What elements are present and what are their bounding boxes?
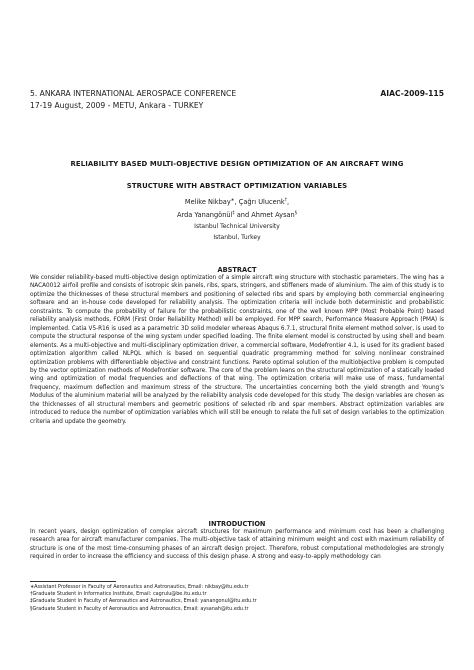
author-name: Ahmet Aysan: [251, 211, 295, 220]
title-line-2: STRUCTURE WITH ABSTRACT OPTIMIZATION VARIABLES: [126, 182, 348, 190]
conference-name: 5. ANKARA INTERNATIONAL AEROSPACE CONFERENCE: [30, 89, 237, 98]
footnote: †Graduate Student in Informatics Institute, Email: cagrulu@be.itu.edu.tr: [30, 591, 207, 598]
author-conjunction: and: [234, 211, 252, 220]
footnote-mark: †: [284, 198, 287, 203]
conference-date-place: 17-19 August, 2009 - METU, Ankara - TURKEY: [30, 101, 204, 110]
author-separator: ,: [234, 198, 239, 207]
footnote-mark: ∗: [230, 198, 235, 203]
author-name: Çağrı Ulucenk: [238, 198, 285, 207]
author-name: Arda Yanangönül: [177, 211, 233, 220]
paper-code: AIAC-2009-115: [380, 89, 444, 98]
conference-line: [30, 88, 444, 100]
city: Istanbul, Turkey: [213, 234, 261, 242]
title-line-1: RELIABILITY BASED MULTI-OBJECTIVE DESIGN OPTIMIZATION OF AN AIRCRAFT WING: [70, 160, 404, 168]
introduction-text: In recent years, design optimization of complex aircraft structures for maximum performance and minimum cost has been a challenging research area for aircraft manufacturer companies. The multi-objective task of attaining minimum weight and cost with maximum reliability of structure is one of the most time-consuming phases of an aircraft design project. Therefore, robust computational methodologies are strongly required in order to increase the efficiency and success of this design phase. A strong and easy-to-apply methodology can: [30, 529, 444, 561]
author-name: Melike Nikbay: [184, 198, 231, 207]
footnote-mark: §: [294, 211, 297, 217]
abstract-heading: ABSTRACT: [217, 266, 257, 274]
footnote: ‡Graduate Student in Faculty of Aeronautics and Astronautics, Email: yanangonul@itu.edu.tr: [30, 598, 257, 605]
abstract-text: We consider reliability-based multi-objective design optimization of a simple aircraft wing structure with stochastic parameters. The wing has a NACA0012 airfoil profile and consists of isotropic skin panels, ribs, spars, stringers, and stiffeners made of aluminium. The aim of this study is to optimize the thicknesses of these structural members and positioning of selected ribs and spars by employing both commercial engineering software and an in-house code developed for reliability analysis. The optimization criteria will include both deterministic and probabilistic constraints. To compute the probability of failure for the probabilistic constraints, one of the well known MPP (Most Probable Point) based reliability analysis methods, FORM (First Order Reliability Method) will be employed. For MPP search, Performance Measure Approach (PMA) is implemented. Catia V5-R16 is used as a parametric 3D solid modeler whereas Abaqus 6.7.1, structural finite element method solver, is used to compute the structural response of the wing system under specified loading. The finite element model is constructed by using shell and beam elements. As a multi-objective and multi-disciplinary optimization driver, a commercial software, Modefrontier 4.1, is used for its gradient based optimization algorithm called NLPQL which is based on sequential quadratic programming method for solving nonlinear constrained optimization problems with differentiable objective and constraint functions. Pareto optimal solution of the multiobjective problem is computed by the vector optimization methods of Modefrontier software. The core of the problem leans on the structural optimization of a statically loaded wing and optimization of modal frequencies and deflections of that wing. The optimization criteria will make use of mass, fundamental frequency, maximum deflection and maximum stress of the structure. The uncertainties concerning both the yield strength and Young’s Modulus of the aluminium material will be analyzed by the reliability analysis code developed for this study. The design variables are chosen as the thicknesses of all structural members and geometric positions of selected rib and spar members. Abstract optimization variables are introduced to reduce the number of optimization variables which will still be enough to relate the full set of design variables to the optimization criteria and update the geometry.: [30, 275, 444, 425]
author-block: [30, 195, 444, 243]
conference-header: [30, 88, 444, 112]
institution: Istanbul Technical University: [194, 223, 280, 231]
footnote-rule: [30, 581, 116, 582]
footnote: ∗Assistant Professor in Faculty of Aeronautics and Astronautics, Email: nikbay@itu.edu.tr: [30, 584, 249, 590]
footnotes: [30, 584, 444, 613]
author-line-1: Melike Nikbay∗, Çağrı Ulucenk†,: [184, 198, 290, 207]
footnote: §Graduate Student in Faculty of Aeronautics and Astronautics, Email: aysanah@itu.edu.tr: [30, 605, 249, 612]
paper-title: [30, 153, 444, 197]
author-line-2: [30, 208, 444, 221]
introduction-heading: INTRODUCTION: [208, 520, 266, 528]
footnote-mark: ‡: [232, 211, 235, 217]
